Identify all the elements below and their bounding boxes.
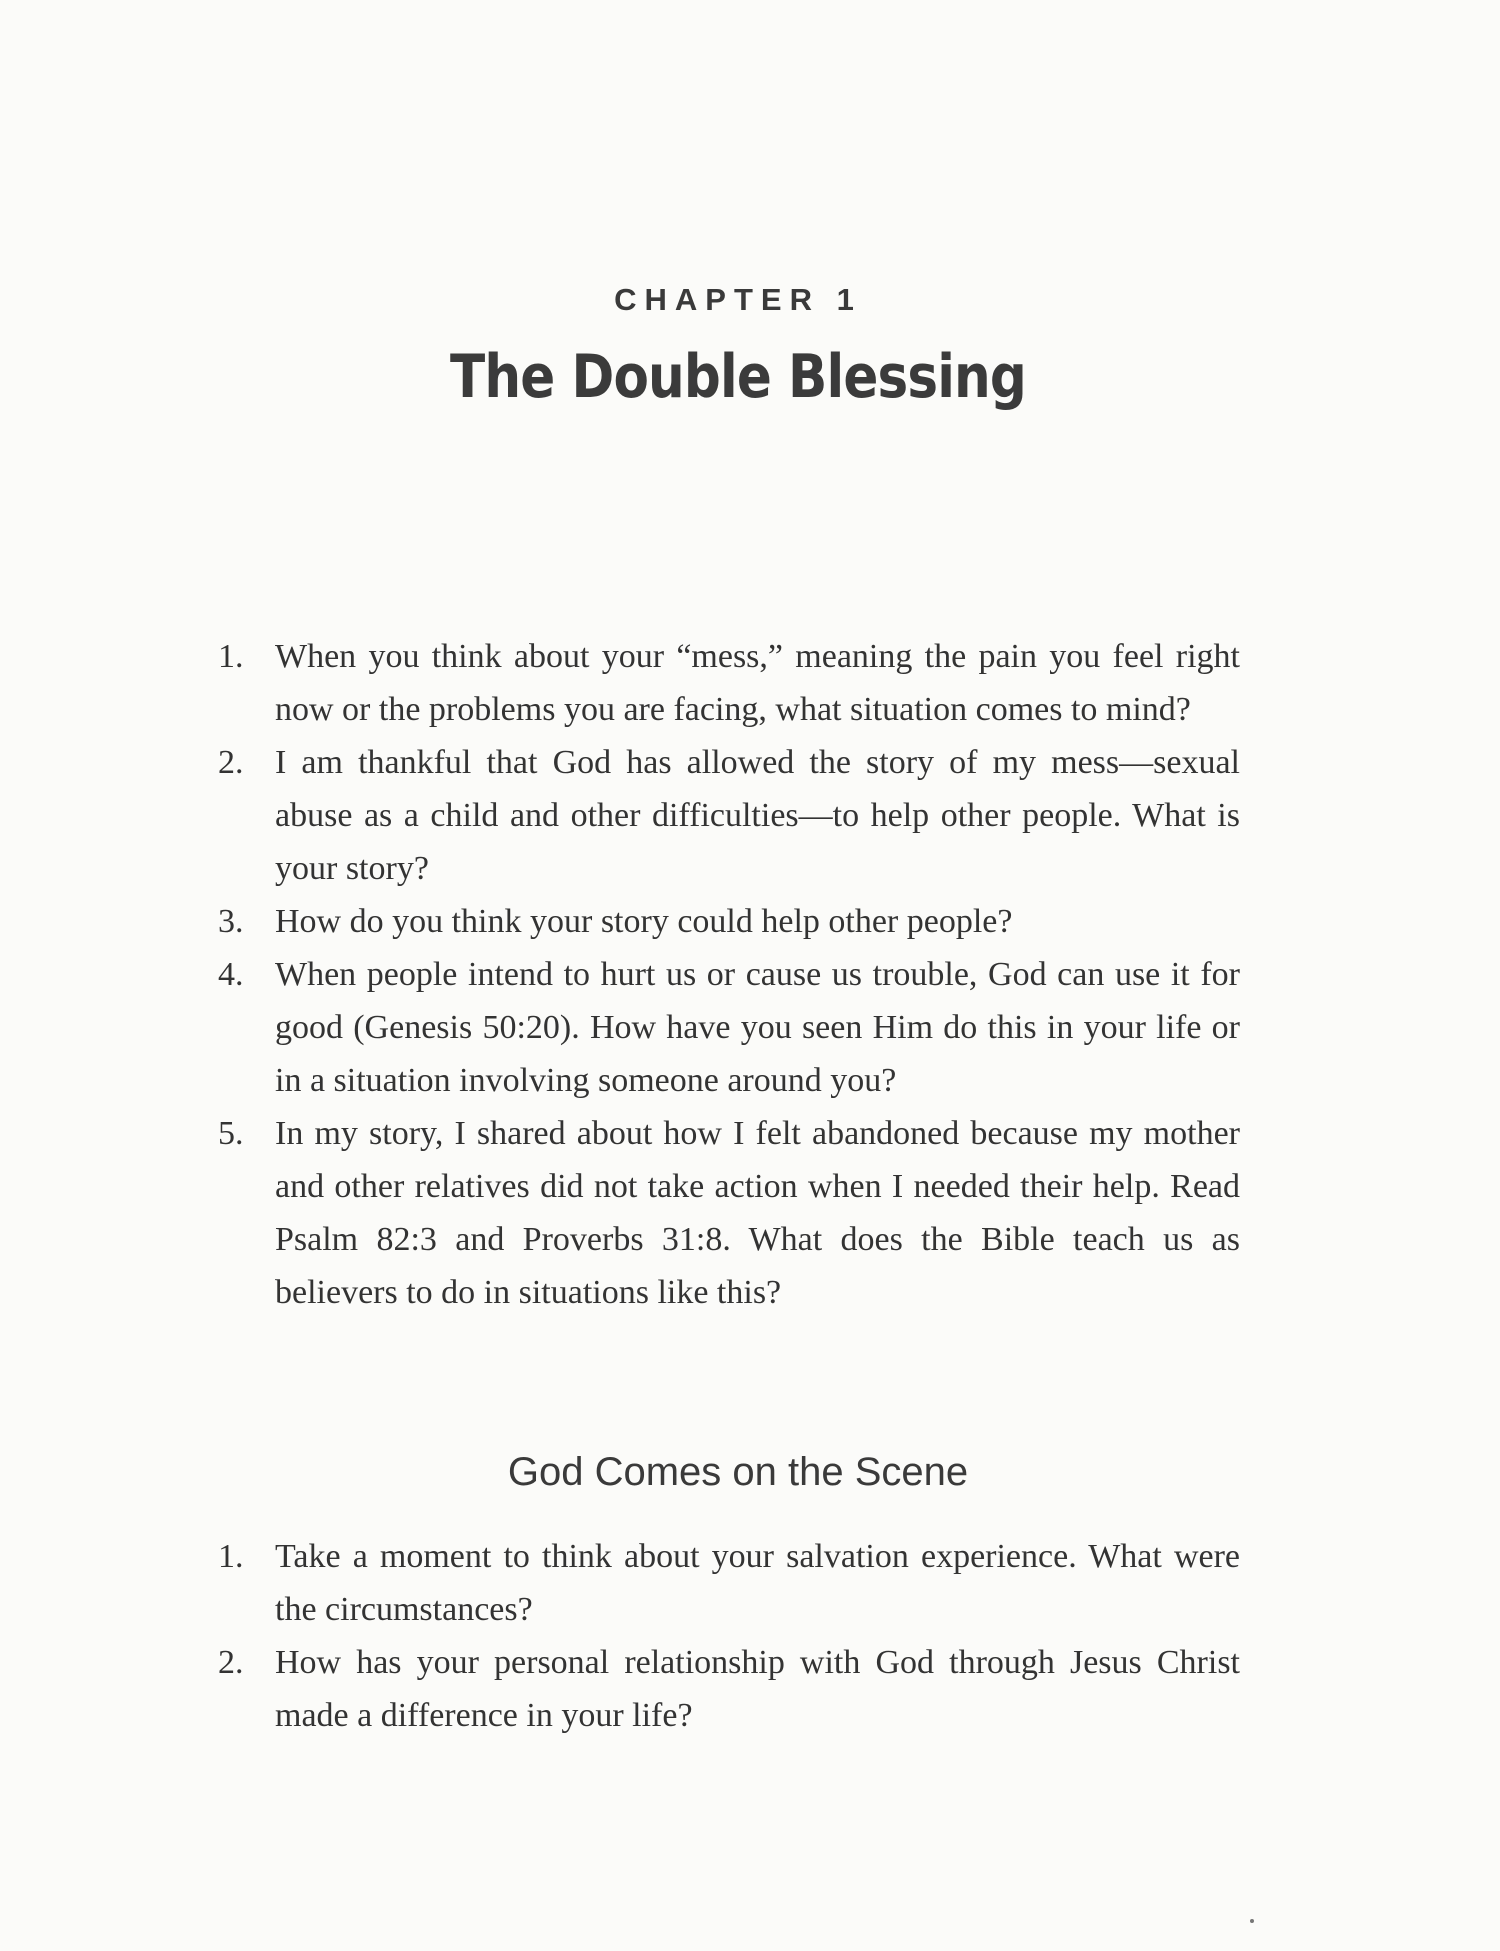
list-item bbox=[210, 948, 1240, 1107]
item-number: 1. bbox=[218, 1538, 244, 1575]
list-item bbox=[210, 736, 1240, 895]
chapter-title: The Double Blessing bbox=[450, 342, 1026, 412]
list-item bbox=[210, 895, 1240, 948]
item-text: When people intend to hurt us or cause us trouble, God can use it for good (Genesis 50:20). How have you seen Him do this in your life or in a situation involving someone around you? bbox=[275, 956, 1240, 1099]
item-number: 2. bbox=[218, 744, 244, 781]
item-text: I am thankful that God has allowed the story of my mess—sexual abuse as a child and other difficulties—to help other people. What is your story? bbox=[275, 744, 1240, 887]
item-number: 1. bbox=[218, 638, 244, 675]
scan-speck bbox=[1250, 1919, 1254, 1923]
chapter-label: CHAPTER 1 bbox=[614, 282, 862, 317]
item-text: When you think about your “mess,” meaning the pain you feel right now or the problems you are facing, what situation comes to mind? bbox=[275, 638, 1240, 728]
item-number: 3. bbox=[218, 903, 244, 940]
section-question-list bbox=[210, 1530, 1240, 1742]
list-item bbox=[210, 1636, 1240, 1742]
list-item bbox=[210, 1107, 1240, 1319]
item-number: 5. bbox=[218, 1115, 244, 1152]
item-number: 4. bbox=[218, 956, 244, 993]
list-item bbox=[210, 1530, 1240, 1636]
item-text: How has your personal relationship with God through Jesus Christ made a difference in your life? bbox=[275, 1644, 1240, 1734]
list-item bbox=[210, 630, 1240, 736]
item-number: 2. bbox=[218, 1644, 244, 1681]
section-heading: God Comes on the Scene bbox=[507, 1450, 969, 1494]
item-text: How do you think your story could help other people? bbox=[275, 903, 1013, 940]
question-list bbox=[210, 630, 1240, 1319]
item-text: Take a moment to think about your salvation experience. What were the circumstances? bbox=[275, 1538, 1240, 1628]
item-text: In my story, I shared about how I felt abandoned because my mother and other relatives did not take action when I needed their help. Read Psalm 82:3 and Proverbs 31:8. What does the Bible teach us as believers to do in situations like this? bbox=[275, 1115, 1240, 1311]
